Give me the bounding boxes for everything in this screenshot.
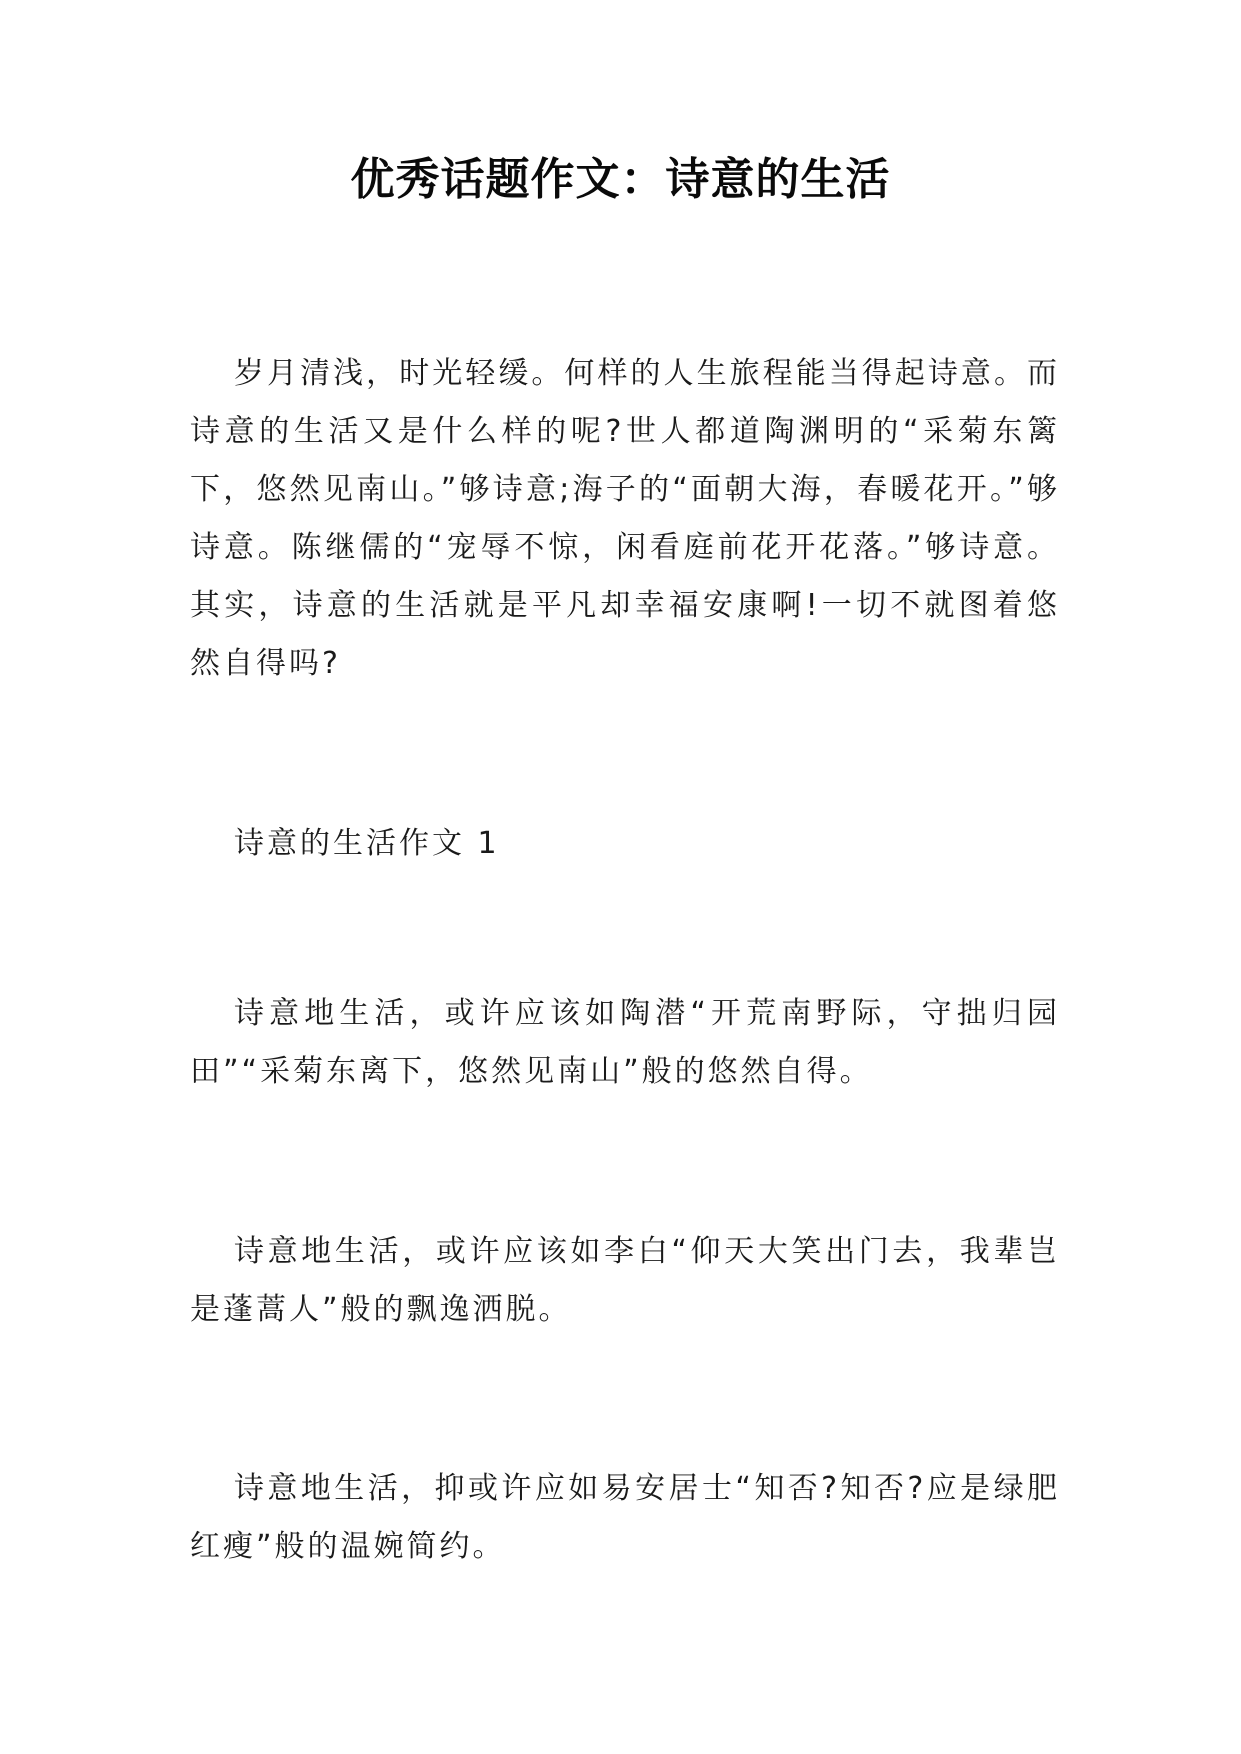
body-paragraph: 诗意地生活，抑或许应如易安居士“知否?知否?应是绿肥红瘦”般的温婉简约。 (190, 1471, 1060, 1564)
document-title: 优秀话题作文：诗意的生活 (350, 154, 891, 205)
intro-paragraph: 岁月清浅，时光轻缓。何样的人生旅程能当得起诗意。而诗意的生活又是什么样的呢?世人都道陶渊明的“采菊东篱下，悠然见南山。”够诗意;海子的“面朝大海，春暖花开。”够诗意。陈继儒的“宠辱不惊，闲看庭前花开花落。”够诗意。其实，诗意的生活就是平凡却幸福安康啊!一切不就图着悠然自得吗? (190, 356, 1060, 681)
body-paragraph: 诗意地生活，或许应该如陶潜“开荒南野际，守拙归园田”“采菊东离下，悠然见南山”般的悠然自得。 (190, 996, 1060, 1089)
section-heading: 诗意的生活作文 1 (234, 826, 500, 861)
body-paragraph: 诗意地生活，或许应该如李白“仰天大笑出门去，我辈岂是蓬蒿人”般的飘逸洒脱。 (190, 1234, 1060, 1327)
